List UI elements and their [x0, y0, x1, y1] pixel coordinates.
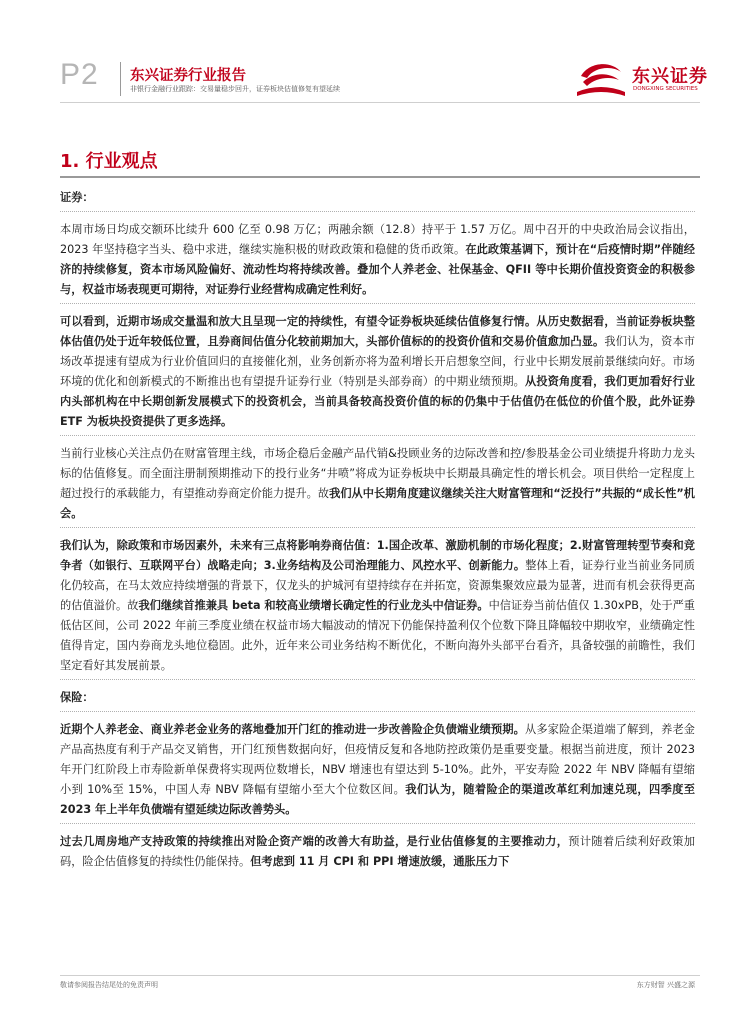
section-rule — [60, 176, 700, 178]
footer-slogan: 东方财智 兴盛之源 — [636, 981, 695, 989]
dotted-divider — [60, 303, 695, 312]
report-subtitle: 非银行金融行业跟踪：交易量稳步回升，证券板块估值修复有望延续 — [130, 85, 340, 93]
text-run: 预计随着后续利好政策加码，险企估值修复的持续性仍能保持。 — [60, 835, 695, 868]
logo-emblem-icon — [575, 58, 627, 102]
text-run: 从多家险企渠道端了解到，养老金产品高热度有利于产品交叉销售，开门红预售数据向好，但疫情反复和各地防控政策仍是重要变量。根据当前进度，预计 2023 年开门红阶段上市寿险新单保费将实现两位数增长，NBV 增速也有望达到 5-10%。此外，平安寿险 2022 年 NBV 降幅有望缩小到 10%至 15%，中国人寿 NBV 降幅有望缩小至大个位数区间。 — [60, 723, 695, 796]
bold-text-run: 在此政策基调下，预计在“后疫情时期”伴随经济的持续修复，资本市场风险偏好、流动性均将持续改善。叠加个人养老金、社保基金、QFII 等中长期价值投资资金的积极参与，权益市场表现更可期待，对证券行业经营构成确定性利好。 — [60, 243, 695, 296]
insurance-paragraph-1 — [60, 720, 695, 820]
securities-paragraph-3 — [60, 444, 695, 524]
bold-text-run: 我们认为，除政策和市场因素外，未来有三点将影响券商估值：1.国企改革、激励机制的市场化程度；2.财富管理转型节奏和竞争者（如银行、互联网平台）战略走向；3.业务结构及公司治理能力、风控水平、创新能力。 — [60, 539, 695, 572]
bold-text-run: 我们从中长期角度建议继续关注大财富管理和“泛投行”共振的“成长性”机会。 — [60, 487, 695, 520]
insurance-paragraph-2 — [60, 832, 695, 872]
report-body — [60, 188, 695, 872]
insurance-heading: 保险： — [60, 691, 94, 704]
logo-text-en: DONGXING SECURITIES — [633, 86, 698, 92]
securities-paragraph-1 — [60, 220, 695, 300]
footer-disclaimer: 敬请参阅报告结尾处的免责声明 — [60, 981, 158, 989]
company-logo — [575, 58, 708, 102]
page-number: P2 — [60, 58, 99, 91]
securities-paragraph-4 — [60, 536, 695, 676]
page-header — [0, 0, 755, 110]
bold-text-run: 过去几周房地产支持政策的持续推出对险企资产端的改善大有助益，是行业估值修复的主要推动力， — [60, 835, 569, 848]
securities-paragraph-2 — [60, 312, 695, 432]
text-run: 整体上看，证券行业当前业务同质化仍较高，在马太效应持续增强的背景下，仅龙头的护城河有望持续存在并拓宽，资源集聚效应最为显著，进而有机会获得更高的估值溢价。故 — [60, 559, 695, 612]
text-run: 中信证券当前估值仅 1.30xPB，处于严重低估区间，公司 2022 年前三季度业绩在权益市场大幅波动的情况下仍能保持盈利仅个位数下降且降幅较中期收窄，业绩确定性值得肯定，国内券商龙头地位稳固。此外，近年来公司业务结构不断优化，不断向海外头部平台看齐，具备较强的前瞻性，我们坚定看好其发展前景。 — [60, 599, 695, 672]
text-run: 我们认为，资本市场改革提速有望成为行业价值回归的直接催化剂，业务创新亦将为盈利增长开启想象空间，行业中长期发展前景继续向好。市场环境的优化和创新模式的不断推出也有望提升证券行业（特别是头部券商）的中期业绩预期。 — [60, 335, 695, 388]
section-title: 1. 行业观点 — [60, 151, 158, 172]
dotted-divider — [60, 711, 695, 720]
bold-text-run: 但考虑到 11 月 CPI 和 PPI 增速放缓，通胀压力下 — [250, 855, 510, 868]
dotted-divider — [60, 823, 695, 832]
bold-text-run: 可以看到，近期市场成交量温和放大且呈现一定的持续性，有望令证券板块延续估值修复行情。从历史数据看，当前证券板块整体估值仍处于近年较低位置，且券商间估值分化较前期加大，头部价值标的的投资价值和交易价值愈加凸显。 — [60, 315, 695, 348]
bold-text-run: 我们认为，随着险企的渠道改革红利加速兑现，四季度至 2023 年上半年负债端有望延续边际改善势头。 — [60, 783, 695, 816]
securities-heading: 证券： — [60, 191, 94, 204]
header-divider — [120, 62, 121, 96]
text-run: 当前行业核心关注点仍在财富管理主线，市场企稳后金融产品代销&投顾业务的边际改善和控/参股基金公司业绩提升将助力龙头标的估值修复。而全面注册制预期推动下的投行业务“井喷”将成为证券板块中长期最具确定性的增长机会。项目供给一定程度上超过投行的承载能力，有望推动券商定价能力提升。故 — [60, 447, 695, 500]
text-run: 本周市场日均成交额环比续升 600 亿至 0.98 万亿；两融余额（12.8）持平于 1.57 万亿。周中召开的中央政治局会议指出，2023 年坚持稳字当头、稳中求进，继续实施积极的财政政策和稳健的货币政策。 — [60, 223, 695, 256]
header-rule — [60, 102, 700, 103]
dotted-divider — [60, 211, 695, 220]
bold-text-run: 从投资角度看，我们更加看好行业内头部机构在中长期创新发展模式下的投资机会，当前具备较高投资价值的标的仍集中于估值仍在低位的价值个股，此外证券 ETF 为板块投资提供了更多选择。 — [60, 375, 695, 428]
dotted-divider — [60, 435, 695, 444]
logo-text-cn: 东兴证券 — [632, 66, 708, 87]
report-title: 东兴证券行业报告 — [130, 68, 246, 84]
footer-rule — [60, 975, 700, 976]
bold-text-run: 我们继续首推兼具 beta 和较高业绩增长确定性的行业龙头中信证券。 — [138, 599, 489, 612]
bold-text-run: 近期个人养老金、商业养老金业务的落地叠加开门红的推动进一步改善险企负债端业绩预期。 — [60, 723, 526, 736]
dotted-divider — [60, 527, 695, 536]
dotted-divider — [60, 679, 695, 688]
